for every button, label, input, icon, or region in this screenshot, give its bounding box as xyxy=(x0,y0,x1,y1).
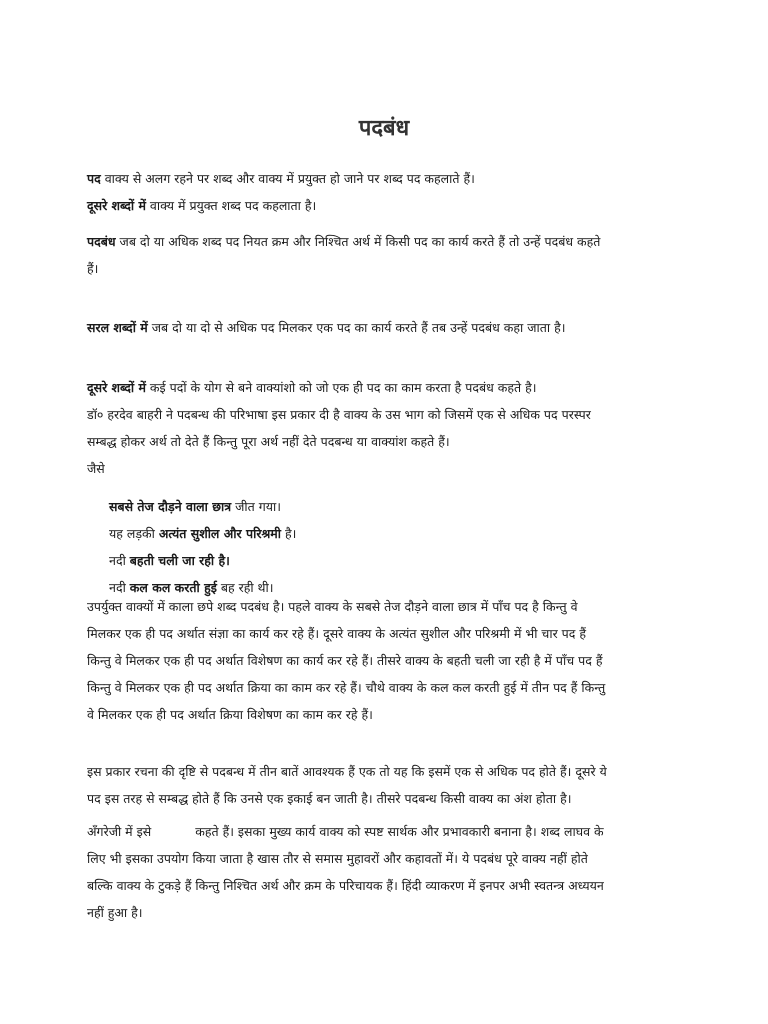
simple-words-definition xyxy=(87,314,687,341)
example-pre: नदी xyxy=(109,580,130,595)
definition-pad xyxy=(87,165,687,219)
examples-list xyxy=(109,493,669,601)
english-usage-line-1 xyxy=(87,818,687,845)
term-other-words: दूसरे शब्दों में xyxy=(87,198,146,213)
term-padbandh: पदबंध xyxy=(87,234,116,249)
example-pre: नदी xyxy=(109,553,130,568)
structure-line: इस प्रकार रचना की दृष्टि से पदबन्ध में तीन बातें आवश्यक हैं एक तो यह कि इसमें एक से अधिक पद होते हैं। दूसरे ये xyxy=(87,764,607,779)
explanation-line: किन्तु वे मिलकर एक ही पद अर्थात विशेषण का कार्य कर रहे हैं। तीसरे वाक्य के बहती चली जा रही है में पाँच पद हैं xyxy=(87,653,603,668)
english-usage-line-3: बल्कि वाक्य के टुकड़े हैं किन्तु निश्चित अर्थ और क्रम के परिचायक हैं। हिंदी व्याकरण में इनपर अभी स्वतन्त्र अध्ययन xyxy=(87,878,604,893)
term-pad: पद xyxy=(87,171,101,186)
example-item xyxy=(109,520,669,547)
pad-definition-text: वाक्य से अलग रहने पर शब्द और वाक्य में प्रयुक्त हो जाने पर शब्द पद कहलाते हैं। xyxy=(100,171,475,186)
english-usage-post: कहते हैं। इसका मुख्य कार्य वाक्य को स्पष्ट सार्थक और प्रभावकारी बनाना है। शब्द लाघव के xyxy=(195,824,604,839)
padbandh-line-1 xyxy=(87,228,687,255)
pad-alt-definition-line xyxy=(87,192,687,219)
structure-paragraph xyxy=(87,758,687,812)
term-other-words-2: दूसरे शब्दों में xyxy=(87,380,146,395)
example-item xyxy=(109,493,669,520)
english-usage-line-4: नहीं हुआ है। xyxy=(87,905,143,920)
example-padbandh: बहती चली जा रही है। xyxy=(129,553,230,568)
simple-words-line xyxy=(87,314,687,341)
examples-explanation xyxy=(87,593,687,728)
padbandh-line-2: हैं। xyxy=(87,261,99,276)
english-usage-line-2: लिए भी इसका उपयोग किया जाता है खास तौर से समास मुहावरों और कहावतों में। ये पदबंध पूरे वाक्य नहीं होते xyxy=(87,851,588,866)
example-item xyxy=(109,547,669,574)
examples-intro: जैसे xyxy=(87,461,105,476)
other-words-line-1 xyxy=(87,374,687,401)
example-padbandh: सबसे तेज दौड़ने वाला छात्र xyxy=(109,499,232,514)
other-words-text-1: कई पदों के योग से बने वाक्यांशो को जो एक ही पद का काम करता है पदबंध कहते है। xyxy=(145,380,537,395)
other-words-definition xyxy=(87,374,687,482)
explanation-line: किन्तु वे मिलकर एक ही पद अर्थात क्रिया का काम कर रहे हैं। चौथे वाक्य के कल कल करती हुई में तीन पद हैं किन्तु xyxy=(87,680,606,695)
page-title: पदबंध xyxy=(358,116,410,141)
explanation-line: मिलकर एक ही पद अर्थात संज्ञा का कार्य कर रहे हैं। दूसरे वाक्य के अत्यंत सुशील और परिश्रमी में भी चार पद हैं xyxy=(87,626,587,641)
example-post: बह रही थी। xyxy=(216,580,274,595)
definition-padbandh xyxy=(87,228,687,282)
bahri-definition-line-2: सम्बद्ध होकर अर्थ तो देते हैं किन्तु पूरा अर्थ नहीं देते पदबन्ध या वाक्यांश कहते हैं। xyxy=(87,434,450,449)
english-usage-pre: अँगरेजी में इसे xyxy=(87,824,152,839)
bahri-definition-line-1: डॉ० हरदेव बाहरी ने पदबन्ध की परिभाषा इस प्रकार दी है वाक्य के उस भाग को जिसमें एक से अधिक पद परस्पर xyxy=(87,407,591,422)
pad-alt-definition-text: वाक्य में प्रयुक्त शब्द पद कहलाता है। xyxy=(145,198,317,213)
example-post: है। xyxy=(281,526,297,541)
term-simple-words: सरल शब्दों में xyxy=(87,320,148,335)
example-padbandh: कल कल करती हुई xyxy=(129,580,217,595)
pad-definition-line xyxy=(87,165,687,192)
structure-line: पद इस तरह से सम्बद्ध होते हैं कि उनसे एक इकाई बन जाती है। तीसरे पदबन्ध किसी वाक्य का अंश होता है। xyxy=(87,791,572,806)
explanation-line: वे मिलकर एक ही पद अर्थात क्रिया विशेषण का काम कर रहे हैं। xyxy=(87,707,373,722)
example-pre: यह लड़की xyxy=(109,526,159,541)
english-usage-paragraph xyxy=(87,818,687,926)
explanation-line: उपर्युक्त वाक्यों में काला छपे शब्द पदबंध है। पहले वाक्य के सबसे तेज दौड़ने वाला छात्र में पाँच पद है किन्तु वे xyxy=(87,599,578,614)
padbandh-text-1: जब दो या अधिक शब्द पद नियत क्रम और निश्चित अर्थ में किसी पद का कार्य करते हैं तो उन्हें पदबंध कहते xyxy=(115,234,601,249)
example-post: जीत गया। xyxy=(231,499,282,514)
simple-words-text: जब दो या दो से अधिक पद मिलकर एक पद का कार्य करते हैं तब उन्हें पदबंध कहा जाता है। xyxy=(147,320,566,335)
example-padbandh: अत्यंत सुशील और परिश्रमी xyxy=(158,526,282,541)
